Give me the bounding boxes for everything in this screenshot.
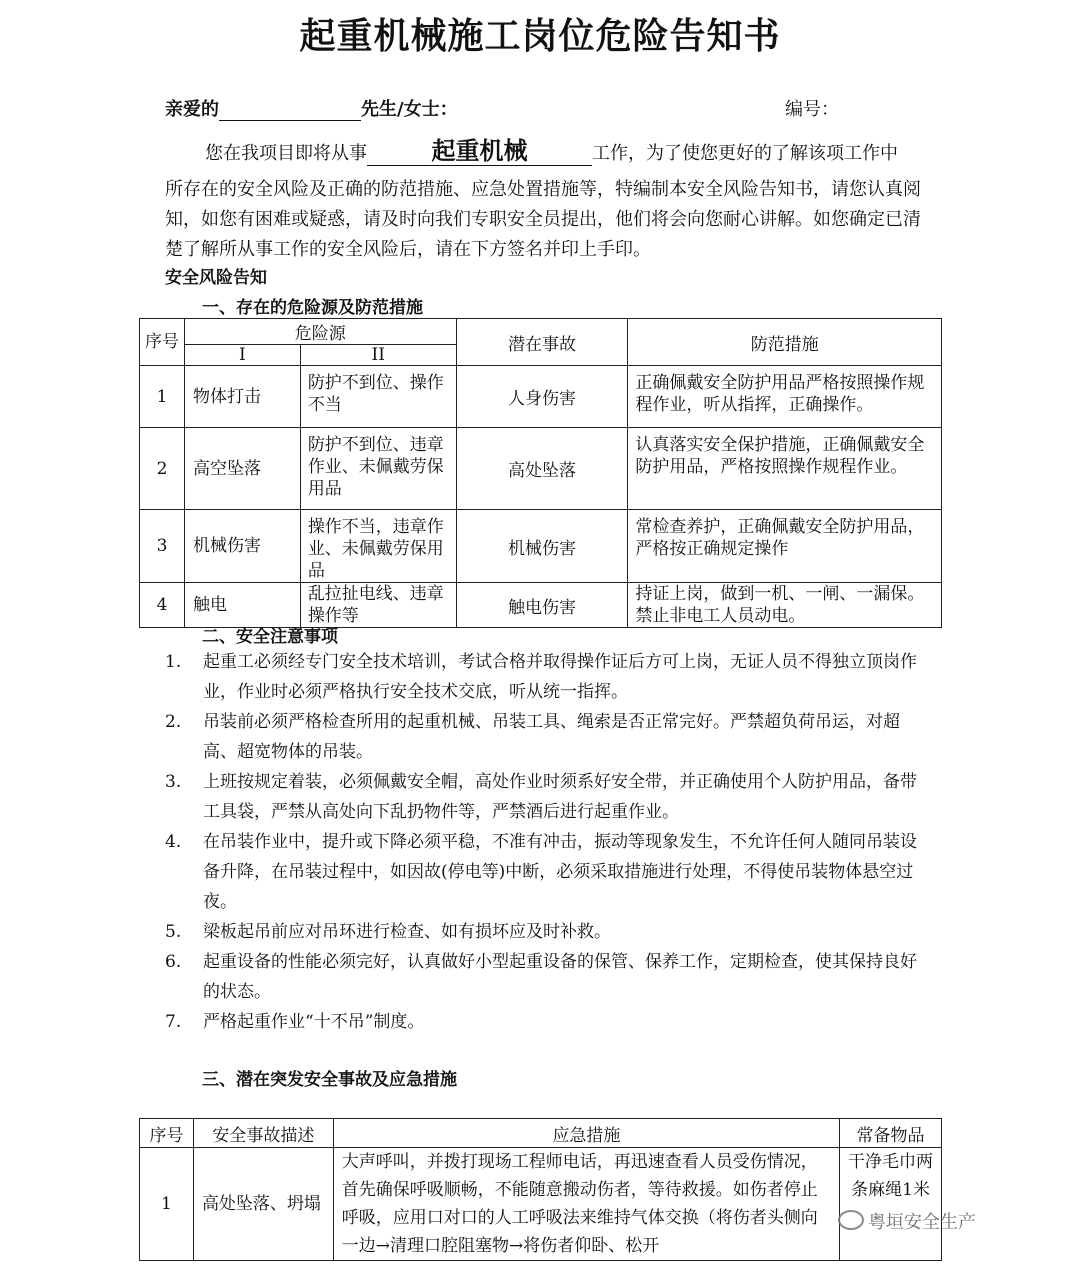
- hazard-seq: 3: [140, 510, 185, 583]
- note-text: 严格起重作业“十不吊”制度。: [203, 1012, 425, 1032]
- note-text: 上班按规定着装，必须佩戴安全帽，高处作业时须系好安全带，并正确使用个人防护用品，备带工具袋，严禁从高处向下乱扔物件等，严禁酒后进行起重作业。: [203, 772, 917, 822]
- note-text: 在吊装作业中，提升或下降必须平稳，不准有冲击，振动等现象发生，不允许任何人随同吊装设备升降，在吊装过程中，如因故(停电等)中断，必须采取措施进行处理，不得使吊装物体悬空过夜。: [203, 832, 917, 912]
- greeting-suffix: 先生/女士：: [361, 99, 458, 120]
- table-row: [140, 510, 942, 583]
- hazard-measures: 认真落实安全保护措施，正确佩戴安全防护用品，严格按照操作规程作业。: [628, 428, 942, 510]
- emergency-header-seq: 序号: [140, 1119, 194, 1148]
- hazard-accident: 触电伤害: [456, 583, 628, 628]
- hazard-source-i: 机械伤害: [184, 510, 300, 583]
- emergency-measures-text: 大声呼叫，并拨打现场工程师电话，再迅速查看人员受伤情况，首先确保呼吸顺畅，不能随意搬动伤者，等待救援。如伤者停止呼吸，应用口对口的人工呼吸法来维持气体交换（将伤者头侧向一边→清理口腔阻塞物→将伤者仰卧、松开: [341, 1152, 818, 1256]
- list-item: [165, 827, 925, 917]
- note-text: 梁板起吊前应对吊环进行检查、如有损坏应及时补救。: [203, 922, 611, 942]
- hazard-measures: 正确佩戴安全防护用品严格按照操作规程作业，听从指挥，正确操作。: [628, 366, 942, 428]
- note-number: 3.: [165, 772, 182, 792]
- emergency-header-supplies: 常备物品: [840, 1119, 942, 1148]
- document-title: 起重机械施工岗位危险告知书: [299, 16, 781, 57]
- watermark: [838, 1208, 976, 1234]
- intro-paragraph: 所存在的安全风险及正确的防范措施、应急处置措施等，特编制本安全风险告知书，请您认真阅知，如您有困难或疑惑，请及时向我们专职安全员提出，他们将会向您耐心讲解。如您确定已清楚了解所从事工作的安全风险后，请在下方签名并印上手印。: [165, 179, 921, 260]
- hazard-header-source-ii: II: [300, 345, 456, 366]
- list-item: [165, 917, 925, 947]
- greeting-line: [165, 95, 458, 121]
- note-number: 7.: [165, 1012, 182, 1032]
- section-2-heading: 二、安全注意事项: [202, 627, 338, 647]
- hazard-source-ii: 防护不到位、操作不当: [300, 366, 456, 428]
- list-item: [165, 767, 925, 827]
- note-text: 起重设备的性能必须完好，认真做好小型起重设备的保管、保养工作，定期检查，使其保持良好的状态。: [203, 952, 917, 1002]
- hazard-source-i: 物体打击: [184, 366, 300, 428]
- table-row: [140, 366, 942, 428]
- hazard-source-ii: 操作不当，违章作业、未佩戴劳保用品: [300, 510, 456, 583]
- list-item: [165, 947, 925, 1007]
- emergency-header-measures: 应急措施: [333, 1119, 839, 1148]
- emergency-supplies-text: 干净毛巾两条麻绳1米: [848, 1152, 934, 1200]
- greeting-prefix: 亲爱的: [165, 99, 219, 120]
- note-text: 起重工必须经专门安全技术培训，考试合格并取得操作证后方可上岗，无证人员不得独立顶岗作业，作业时必须严格执行安全技术交底，听从统一指挥。: [203, 652, 917, 702]
- hazard-accident: 机械伤害: [456, 510, 628, 583]
- emergency-seq: 1: [140, 1148, 194, 1261]
- table-row: [140, 428, 942, 510]
- list-item: [165, 1007, 925, 1037]
- name-blank[interactable]: [219, 100, 361, 121]
- list-item: [165, 647, 925, 707]
- hazard-accident: 人身伤害: [456, 366, 628, 428]
- number-label: 编号：: [785, 99, 839, 120]
- hazard-header-source: 危险源: [184, 319, 456, 345]
- table-row: [140, 1148, 942, 1261]
- emergency-supplies: [840, 1148, 942, 1261]
- hazard-header-source-i: I: [184, 345, 300, 366]
- emergency-desc: 高处坠落、坍塌: [193, 1148, 333, 1261]
- hazard-source-i: 触电: [184, 583, 300, 628]
- hazard-source-ii: 防护不到位、违章作业、未佩戴劳保用品: [300, 428, 456, 510]
- list-item: [165, 707, 925, 767]
- job-name: 起重机械: [367, 137, 592, 166]
- note-number: 6.: [165, 952, 182, 972]
- hazard-source-ii: 乱拉扯电线、违章操作等: [300, 583, 456, 628]
- hazard-source-i: 高空坠落: [184, 428, 300, 510]
- section-3-heading: 三、潜在突发安全事故及应急措施: [202, 1070, 457, 1090]
- hazard-seq: 4: [140, 583, 185, 628]
- section-1-heading: 一、存在的危险源及防范措施: [202, 298, 423, 318]
- watermark-text: 粤垣安全生产: [868, 1212, 976, 1233]
- hazard-accident: 高处坠落: [456, 428, 628, 510]
- hazard-seq: 2: [140, 428, 185, 510]
- hazard-table: [139, 318, 942, 628]
- note-number: 5.: [165, 922, 182, 942]
- intro-after: 工作，为了使您更好的了解该项工作中: [592, 143, 898, 164]
- hazard-header-seq: 序号: [140, 319, 185, 366]
- hazard-seq: 1: [140, 366, 185, 428]
- note-number: 2.: [165, 712, 182, 732]
- hazard-measures: 常检查养护，正确佩戴安全防护用品，严格按正确规定操作: [628, 510, 942, 583]
- hazard-header-measures: 防范措施: [628, 319, 942, 366]
- intro-first-line: [205, 137, 898, 166]
- emergency-table: [139, 1118, 942, 1261]
- note-number: 1.: [165, 652, 182, 672]
- emergency-header-desc: 安全事故描述: [193, 1119, 333, 1148]
- note-number: 4.: [165, 832, 182, 852]
- hazard-header-accident: 潜在事故: [456, 319, 628, 366]
- hazard-measures: 持证上岗，做到一机、一闸、一漏保。禁止非电工人员动电。: [628, 583, 942, 628]
- safety-notes-list: [165, 647, 925, 1037]
- table-row: [140, 583, 942, 628]
- wechat-icon: [838, 1210, 864, 1230]
- intro-before: 您在我项目即将从事: [205, 143, 367, 164]
- risk-notice-heading: 安全风险告知: [165, 268, 267, 288]
- note-text: 吊装前必须严格检查所用的起重机械、吊装工具、绳索是否正常完好。严禁超负荷吊运，对超高、超宽物体的吊装。: [203, 712, 900, 762]
- emergency-measures: [333, 1148, 839, 1261]
